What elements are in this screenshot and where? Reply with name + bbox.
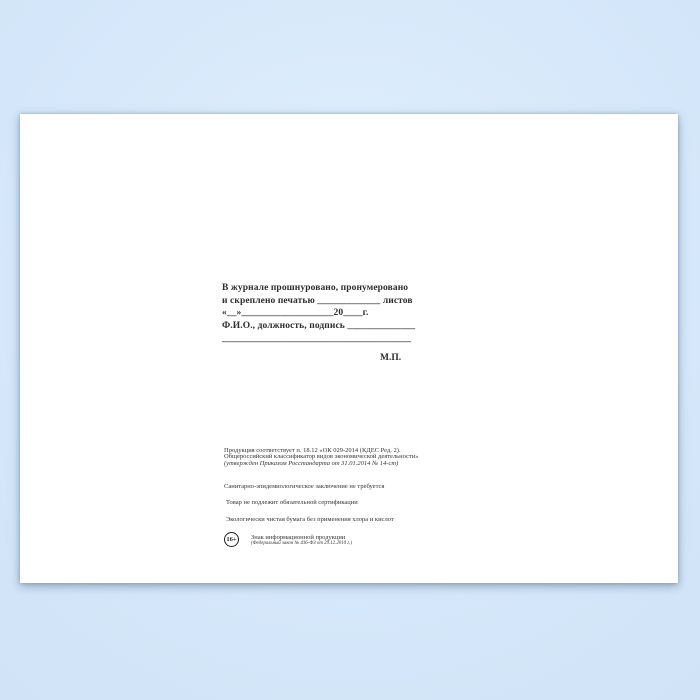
sanitary-note: Санитарно-эпидемиологическое заключение не требуется bbox=[224, 483, 385, 490]
journal-back-page bbox=[20, 114, 678, 583]
info-product-sign-row bbox=[224, 532, 352, 547]
age-rating-16plus-icon: 16+ bbox=[224, 532, 239, 547]
eco-paper-note: Экологически чистая бумага без применения хлора и кислот bbox=[226, 516, 394, 523]
lacing-line: и скреплено печатью _____________ листов bbox=[222, 295, 413, 306]
seal-place-mark: М.П. bbox=[380, 353, 402, 363]
compliance-line: (утвержден Приказом Росстандарта от 31.01.2014 № 14-ст) bbox=[224, 459, 399, 467]
lacing-line: Ф.И.О., должность, подпись ______________ bbox=[222, 321, 416, 332]
info-product-sign bbox=[251, 532, 352, 547]
compliance-line: Продукция соответствует п. 18.12 «ОК 029-2014 (КДЕС Ред. 2). bbox=[224, 447, 401, 454]
lacing-certification-block bbox=[222, 282, 462, 346]
certification-note: Товар не подлежит обязательной сертификации bbox=[226, 499, 358, 506]
info-product-sign-title: Знак информационной продукции bbox=[251, 534, 346, 541]
compliance-note bbox=[224, 448, 419, 467]
lacing-line: _______________________________________ bbox=[222, 333, 412, 344]
lacing-line: «__»___________________20____г. bbox=[222, 308, 369, 319]
lacing-line: В журнале прошнуровано, пронумеровано bbox=[222, 283, 409, 293]
compliance-line: Общероссийский классификатор видов экономической деятельности» bbox=[224, 453, 419, 461]
info-product-sign-law: (Федеральный закон № 436-ФЗ от 29.12.2010 г.) bbox=[251, 541, 353, 546]
